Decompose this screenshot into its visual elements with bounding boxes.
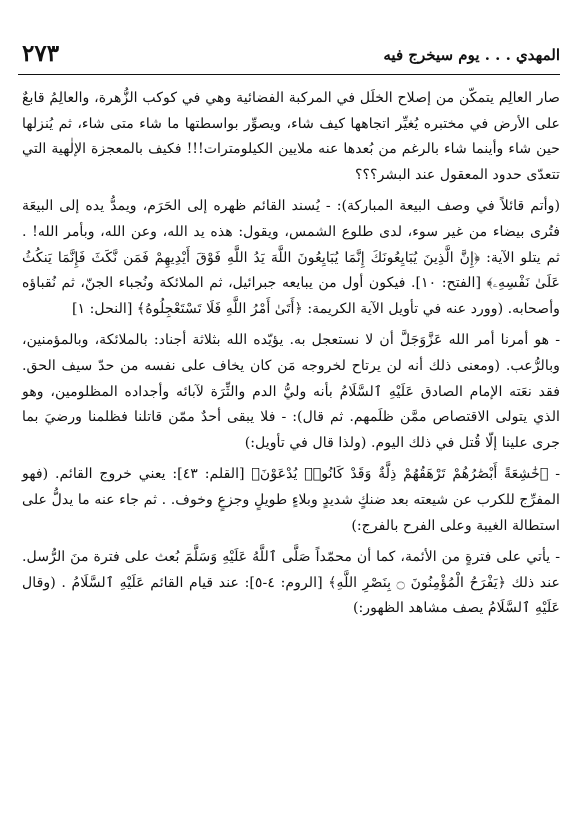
running-title: المهدي . . . يوم سيخرج فيه — [383, 46, 560, 64]
paragraph-text: - ﴿خَٰشِعَةً أَبْصَٰرُهُمْ تَرْهَقُهُمْ ذِلَّةٌ وَقَدْ كَانُوا۟ يُدْعَوْنَ﴾ [القلم: ٤٣]: يعني خروج القائم. (فهو المفرِّج للكرب عن شيعته بعد ضنكٍ شديدٍ وبلاءٍ طويلٍ وجزعٍ وخوف. . ثم جاء عنه ما يدلُّ على استطالة الغيبة وعلى الفرح بالفرج:) — [22, 466, 560, 534]
paragraph-text: - يأتي على فترةٍ من الأئمة، كما أن محمّداً صَلَّى ٱللَّهُ عَلَيْهِ وَسَلَّمَ بُعث على فترة منَ الرُّسل. عند ذلك ﴿يَفْرَحُ الْمُؤْمِنُونَ ۝ بِنَصْرِ اللَّهِ﴾ [الروم: ٤-٥]: عند قيام القائم عَلَيْهِ ٱلسَّلَامُ . (وقال عَلَيْهِ ٱلسَّلَامُ يصف مشاهد الظهور:) — [22, 549, 560, 617]
paragraph-4 — [22, 462, 560, 539]
paragraph-3 — [22, 328, 560, 456]
paragraph-text: (وأتم قائلاً في وصف البيعة المباركة): - يُسند القائم ظهره إلى الحَرَم، ويمدُّ يده إلى البيعَة فتُرى بيضاء من غير سوء، لدى طلوع الشمس، ويقول: هذه يد الله، وعن الله، وبأمر الله! . ثم يتلو الآية: ﴿إِنَّ الَّذِينَ يُبَايِعُونَكَ إِنَّمَا يُبَايِعُونَ اللَّهَ يَدُ اللَّهِ فَوْقَ أَيْدِيهِمْ فَمَن نَّكَثَ فَإِنَّمَا يَنكُثُ عَلَىٰ نَفْسِهِۦ﴾ [الفتح: ١٠]. فيكون أول من يبايعه جبرائيل، ثم الملائكة ونُجباء الجنّ، ثم نُقباؤه وأصحابه. (وورد عنه في تأويل الآية الكريمة: ﴿أَتَىٰ أَمْرُ اللَّهِ فَلَا تَسْتَعْجِلُوهُ﴾ [النحل: ١] — [22, 198, 561, 317]
paragraph-2 — [22, 194, 560, 322]
page-body — [22, 86, 560, 830]
paragraph-1 — [22, 86, 560, 188]
paragraph-text: صار العالِم يتمكّن من إصلاح الخلَل في المركبة الفضائية وهي في كوكب الزُّهرة، والعالِمُ قابعٌ على الأرض في مختبره يُغيِّر اتجاهها كيف شاء، ويصوِّر بواسطتها ما شاء متى شاء، ثم يُنزلها حين شاء وأينما شاء بالرغم من بُعدها عنه ملايين الكيلومترات!!! فكيف بالمعجزة الإلٰهية التي تتعدّى حدود المعقول عند البشر؟؟؟ — [22, 90, 560, 183]
paragraph-text: - هو أمرنا أمر الله عَزَّوَجَلَّ أن لا نستعجل به. يؤيّده الله بثلاثة أجناد: بالملائكة، وبالمؤمنين، وبالرُّعب. (ومعنى ذلك أنه لن يرتاح لخروجه مَن كان يخاف على نفسه من حدّ سيف الحق. فقد نعَته الإمام الصادق عَلَيْهِ ٱلسَّلَامُ بأنه وليُّ الدم والثِّرَة لآبائه وأجداده المظلومين، وهو الذي يتولى الاقتصاص ممَّن ظلَمهم. ثم قال): - فلا يبقى أحدٌ ممّن قاتلنا فظلمنا ورضيَ بما جرى علينا إلّا قُتل في ذلك اليوم. (ولذا قال في تأويل:) — [22, 332, 560, 451]
paragraph-5 — [22, 545, 560, 622]
page-number: ٢٧٣ — [22, 40, 60, 67]
page-header — [18, 40, 560, 75]
